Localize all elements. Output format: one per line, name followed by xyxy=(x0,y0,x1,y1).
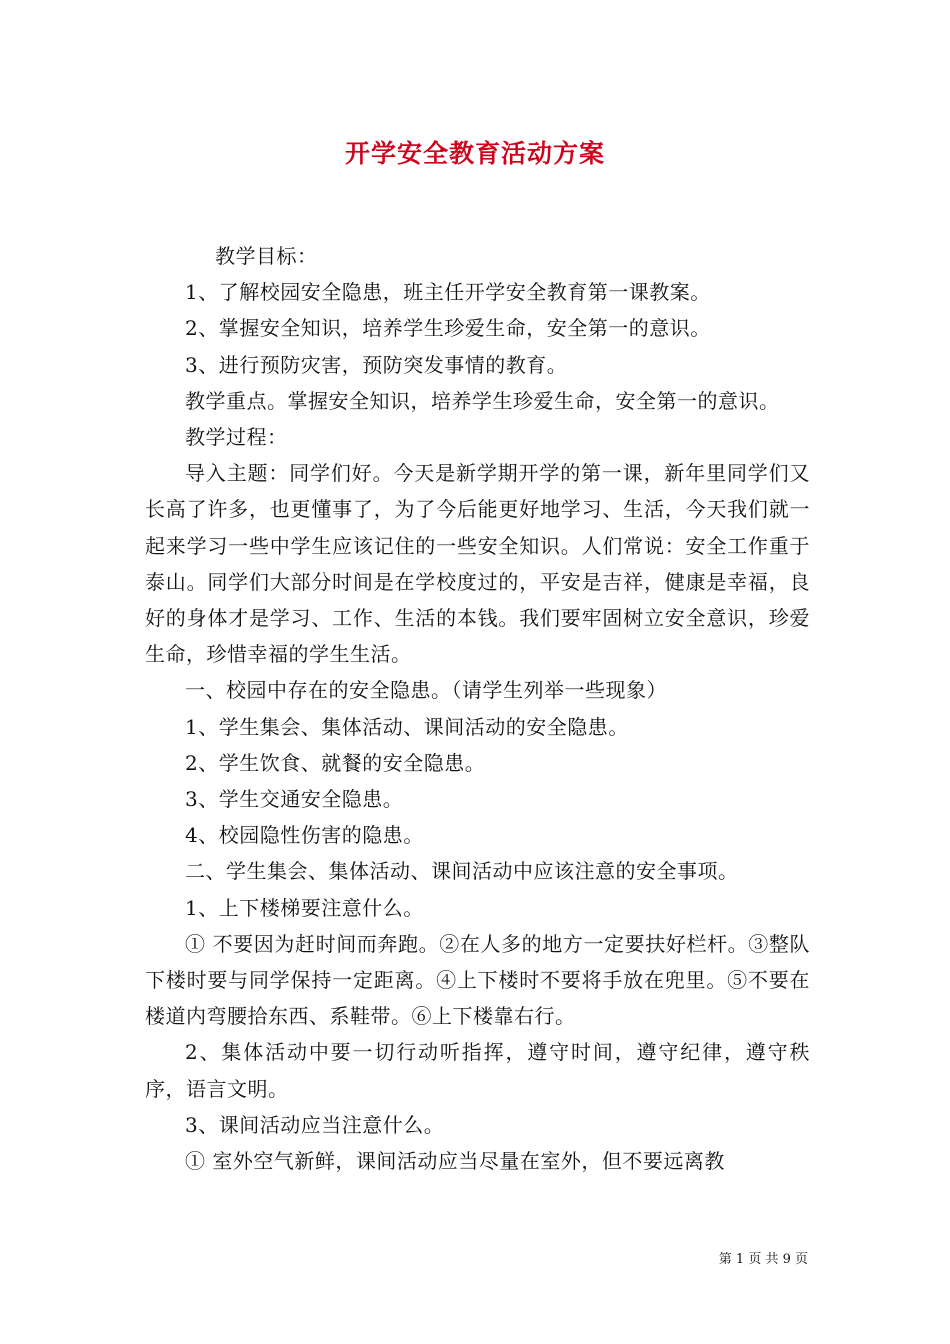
paragraph: 导入主题：同学们好。今天是新学期开学的第一课，新年里同学们又长高了许多，也更懂事了，为了今后能更好地学习、生活，今天我们就一起来学习一些中学生应该记住的一些安全知识。人们常说：安全工作重于泰山。同学们大部分时间是在学校度过的，平安是吉祥，健康是幸福，良好的身体才是学习、工作、生活的本钱。我们要牢固树立安全意识，珍爱生命，珍惜幸福的学生生活。 xyxy=(145,461,810,667)
paragraph: 1、上下楼梯要注意什么。 xyxy=(185,895,424,920)
paragraph: 2、学生饮食、就餐的安全隐患。 xyxy=(185,750,486,775)
page-number: 第 1 页 共 9 页 xyxy=(718,1252,808,1267)
document-title: 开学安全教育活动方案 xyxy=(344,139,605,168)
paragraph: 1、了解校园安全隐患，班主任开学安全教育第一课教案。 xyxy=(185,280,711,305)
paragraph: 二、学生集会、集体活动、课间活动中应该注意的安全事项。 xyxy=(185,859,739,884)
paragraph: 教学目标： xyxy=(215,244,318,268)
document-body xyxy=(145,238,810,1179)
paragraph: 3、进行预防灾害，预防突发事情的教育。 xyxy=(185,352,568,377)
paragraph: ① 不要因为赶时间而奔跑。②在人多的地方一定要扶好栏杆。③整队下楼时要与同学保持一定距离。④上下楼时不要将手放在兜里。⑤不要在楼道内弯腰拾东西、系鞋带。⑥上下楼靠右行。 xyxy=(145,931,810,1029)
paragraph: 教学过程： xyxy=(185,425,288,450)
paragraph: 2、集体活动中要一切行动听指挥，遵守时间，遵守纪律，遵守秩序，语言文明。 xyxy=(145,1040,810,1101)
paragraph: 一、校园中存在的安全隐患。（请学生列举一些现象） xyxy=(185,678,667,703)
paragraph: ① 室外空气新鲜，课间活动应当尽量在室外，但不要远离教 xyxy=(185,1149,725,1174)
paragraph: 2、掌握安全知识，培养学生珍爱生命，安全第一的意识。 xyxy=(185,316,711,341)
paragraph: 3、课间活动应当注意什么。 xyxy=(185,1112,445,1137)
paragraph: 1、学生集会、集体活动、课间活动的安全隐患。 xyxy=(185,714,629,739)
paragraph: 4、校园隐性伤害的隐患。 xyxy=(185,823,424,848)
paragraph: 教学重点。掌握安全知识，培养学生珍爱生命，安全第一的意识。 xyxy=(185,388,780,413)
paragraph: 3、学生交通安全隐患。 xyxy=(185,787,404,812)
